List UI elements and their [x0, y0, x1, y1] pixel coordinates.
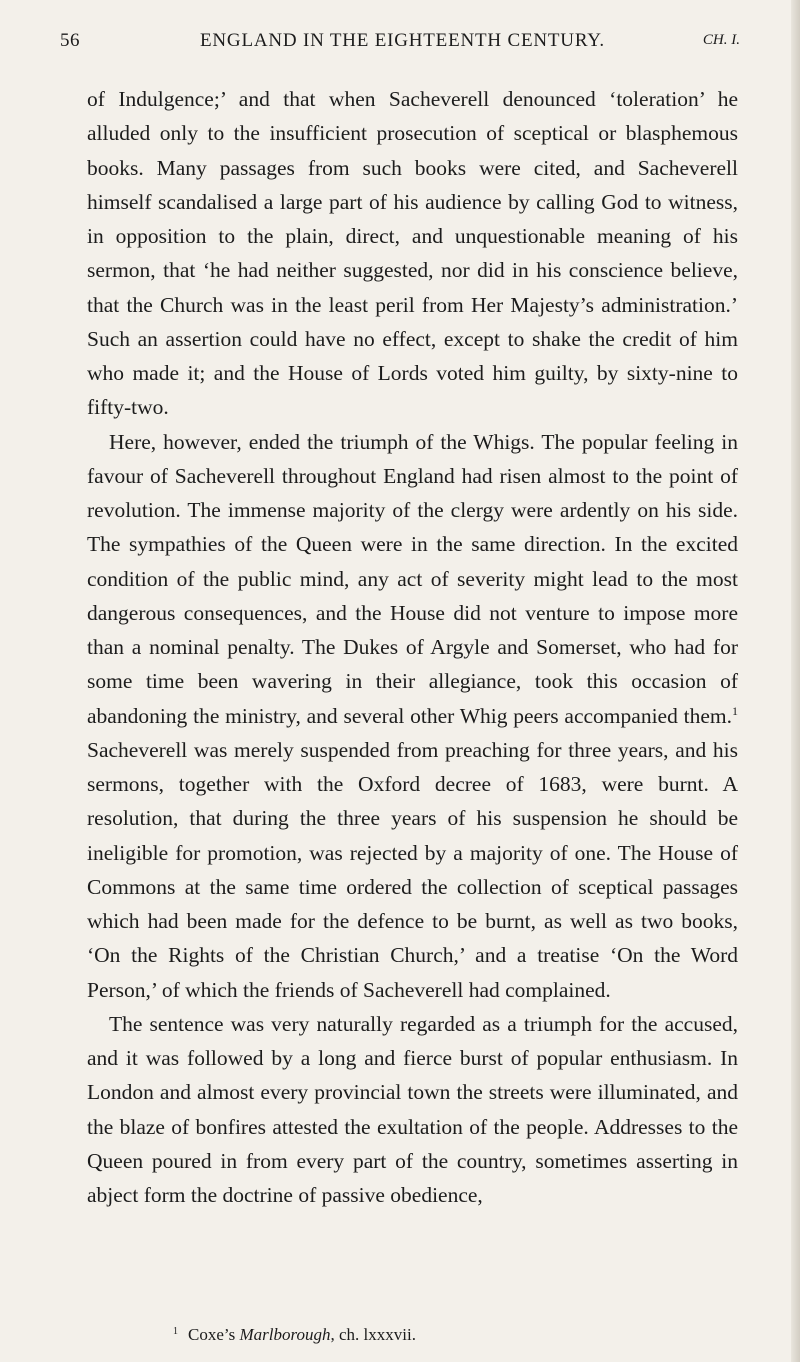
paragraph-1 [87, 82, 738, 425]
paragraph-text-continued: Sacheverell was merely suspended from preaching for three years, and his sermons, together with the Oxford decree of 1683, were burnt. A resolution, that during the three years of his suspension he should be ineligible for promotion, was rejected by a majority of one. The House of Commons at the same time ordered the collection of sceptical passages which had been made for the defence to be burnt, as well as two books, ‘On the Rights of the Christian Church,’ and a treatise ‘On the Word Person,’ of which the friends of Sacheverell had complained. [87, 737, 738, 1002]
footnote-author: Coxe’s [188, 1325, 240, 1344]
paragraph-text: Here, however, ended the triumph of the Whigs. The popular feeling in favour of Sacheverell throughout England had risen almost to the point of revolution. The immense majority of the clergy were ardently on his side. The sympathies of the Queen were in the same direction. In the excited condition of the public mind, any act of severity might lead to the most dangerous consequences, and the House did not venture to impose more than a nominal penalty. The Dukes of Argyle and Somerset, who had for some time been wavering in their allegiance, took this occasion of abandoning the ministry, and several other Whig peers accompanied them. [87, 429, 738, 728]
chapter-label: CH. I. [702, 32, 740, 48]
footnote-reference: , ch. lxxxvii. [330, 1325, 416, 1344]
body-text [87, 82, 738, 1212]
paragraph-text: The sentence was very naturally regarded as a triumph for the accused, and it was followed by a long and fierce burst of popular enthusiasm. In London and almost every provincial town the streets were illuminated, and the blaze of bonfires attested the exultation of the people. Addresses to the Queen poured in from every part of the country, sometimes asserting in abject form the doctrine of passive obedience, [87, 1011, 738, 1207]
running-header [60, 30, 740, 58]
paragraph-text: of Indulgence;’ and that when Sacheverell denounced ‘toleration’ he alluded only to the insufficient prosecution of sceptical or blasphemous books. Many passages from such books were cited, and Sacheverell himself scandalised a large part of his audience by calling God to witness, in opposition to the plain, direct, and unquestionable meaning of his sermon, that ‘he had neither suggested, nor did in his conscience believe, that the Church was in the least peril from Her Majesty’s administration.’ Such an assertion could have no effect, except to shake the credit of him who made it; and the House of Lords voted him guilty, by sixty-nine to fifty-two. [87, 87, 738, 420]
running-title: ENGLAND IN THE EIGHTEENTH CENTURY. [200, 30, 605, 51]
page-number: 56 [60, 30, 80, 51]
page-edge-shadow [791, 0, 800, 1362]
footnote-number: 1 [173, 1326, 178, 1337]
footnote-marker: 1 [732, 703, 738, 718]
footnote [173, 1324, 733, 1346]
paragraph-3 [87, 1007, 738, 1213]
footnote-work-title: Marlborough [239, 1325, 331, 1344]
paragraph-2 [87, 425, 738, 1007]
